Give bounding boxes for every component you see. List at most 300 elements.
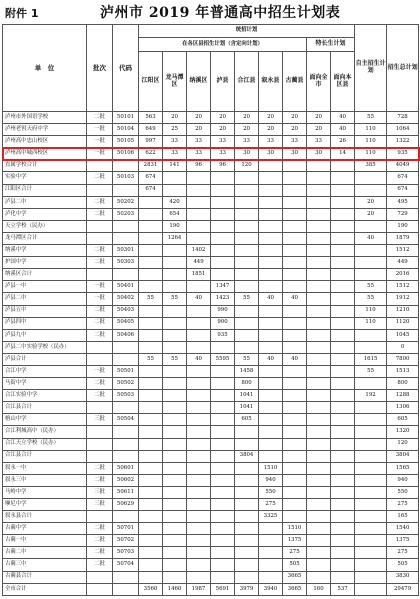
- table-cell: [87, 353, 113, 365]
- table-row: [3, 583, 419, 595]
- table-cell: [211, 414, 235, 426]
- table-cell: [331, 535, 355, 547]
- table-cell: [235, 486, 259, 498]
- table-cell: [163, 414, 187, 426]
- table-cell: [283, 414, 307, 426]
- table-cell: [283, 184, 307, 196]
- table-cell: 二批: [87, 172, 113, 184]
- table-cell: [163, 486, 187, 498]
- cell-unit: 泸县一中: [3, 281, 87, 293]
- table-cell: [307, 172, 331, 184]
- table-cell: [331, 317, 355, 329]
- table-cell: [355, 535, 387, 547]
- table-cell: [139, 450, 163, 462]
- col-unit: 单 位: [3, 25, 87, 112]
- table-cell: 50303: [113, 257, 139, 269]
- table-cell: 50602: [113, 474, 139, 486]
- table-cell: 990: [211, 305, 235, 317]
- table-cell: 55: [163, 353, 187, 365]
- table-cell: [307, 571, 331, 583]
- table-row: [3, 317, 419, 329]
- table-cell: [283, 341, 307, 353]
- table-cell: [355, 486, 387, 498]
- cell-unit: 合江天立学校（民办）: [3, 438, 87, 450]
- table-cell: 40: [355, 232, 387, 244]
- cell-unit: 护国中学: [3, 257, 87, 269]
- col-longmatan: 龙马潭区: [163, 52, 187, 112]
- table-cell: 55: [235, 293, 259, 305]
- table-cell: [307, 378, 331, 390]
- table-cell: [307, 341, 331, 353]
- table-cell: [187, 426, 211, 438]
- table-cell: [187, 402, 211, 414]
- table-cell: 33: [259, 136, 283, 148]
- table-row: [3, 414, 419, 426]
- table-cell: [355, 341, 387, 353]
- table-cell: 50702: [113, 535, 139, 547]
- table-cell: [259, 184, 283, 196]
- table-cell: 1041: [235, 390, 259, 402]
- table-cell: [187, 390, 211, 402]
- table-cell: 120: [235, 160, 259, 172]
- table-cell: [331, 547, 355, 559]
- table-cell: [139, 559, 163, 571]
- table-cell: [355, 547, 387, 559]
- table-cell: [211, 390, 235, 402]
- cell-unit: 马岭中学: [3, 486, 87, 498]
- appendix-label: 附件 1: [5, 7, 39, 20]
- table-cell: 449: [187, 257, 211, 269]
- table-row: [3, 486, 419, 498]
- table-cell: 2831: [139, 160, 163, 172]
- table-cell: 940: [259, 474, 283, 486]
- table-cell: 537: [331, 583, 355, 595]
- table-cell: [163, 245, 187, 257]
- table-cell: 一批: [87, 124, 113, 136]
- table-cell: [331, 365, 355, 377]
- table-cell: [139, 281, 163, 293]
- table-cell: [331, 450, 355, 462]
- table-cell: 729: [387, 208, 419, 220]
- table-cell: [283, 378, 307, 390]
- table-cell: 33: [235, 136, 259, 148]
- table-cell: 110: [355, 148, 387, 160]
- table-cell: [355, 402, 387, 414]
- table-cell: 1512: [387, 245, 419, 257]
- table-cell: [139, 305, 163, 317]
- cell-unit: 龙马潭区合计: [3, 232, 87, 244]
- table-cell: 190: [163, 220, 187, 232]
- table-cell: [283, 402, 307, 414]
- col-code: 代码: [113, 25, 139, 112]
- table-cell: 二批: [87, 523, 113, 535]
- table-cell: 3804: [387, 450, 419, 462]
- table-cell: [259, 365, 283, 377]
- table-cell: [283, 196, 307, 208]
- table-cell: 1851: [187, 269, 211, 281]
- table-cell: 935: [387, 148, 419, 160]
- table-cell: [211, 245, 235, 257]
- table-cell: [355, 329, 387, 341]
- table-cell: 935: [211, 329, 235, 341]
- table-cell: 563: [139, 112, 163, 124]
- cell-unit: 合江县合计: [3, 450, 87, 462]
- table-cell: 1460: [163, 583, 187, 595]
- cell-unit: 古蔺县合计: [3, 571, 87, 583]
- table-cell: [259, 450, 283, 462]
- cell-unit: 合江实验中学: [3, 390, 87, 402]
- table-cell: 1512: [387, 281, 419, 293]
- table-cell: [163, 172, 187, 184]
- table-cell: 50101: [113, 112, 139, 124]
- table-cell: 二批: [87, 462, 113, 474]
- table-cell: 1045: [387, 329, 419, 341]
- table-cell: [259, 378, 283, 390]
- table-cell: 29479: [387, 583, 419, 595]
- col-jiangyang: 江阳区: [139, 52, 163, 112]
- table-cell: [259, 269, 283, 281]
- table-cell: [139, 571, 163, 583]
- table-row: [3, 184, 419, 196]
- table-cell: [163, 547, 187, 559]
- table-cell: [139, 438, 163, 450]
- table-cell: [307, 559, 331, 571]
- table-cell: [187, 450, 211, 462]
- table-cell: [139, 462, 163, 474]
- table-cell: [139, 547, 163, 559]
- table-cell: [259, 305, 283, 317]
- table-row: [3, 293, 419, 305]
- table-cell: [163, 438, 187, 450]
- table-cell: 30: [235, 148, 259, 160]
- table-cell: 一批: [87, 148, 113, 160]
- table-cell: 275: [387, 499, 419, 511]
- table-cell: 495: [387, 196, 419, 208]
- table-cell: [331, 196, 355, 208]
- table-cell: [187, 196, 211, 208]
- table-cell: [139, 341, 163, 353]
- table-cell: 55: [163, 293, 187, 305]
- table-cell: 二批: [87, 378, 113, 390]
- table-cell: 622: [139, 148, 163, 160]
- table-cell: [307, 160, 331, 172]
- table-cell: [211, 269, 235, 281]
- table-cell: [187, 486, 211, 498]
- table-cell: [259, 160, 283, 172]
- table-cell: [307, 523, 331, 535]
- table-row: [3, 281, 419, 293]
- table-row: [3, 474, 419, 486]
- table-cell: [187, 281, 211, 293]
- table-cell: [163, 450, 187, 462]
- table-cell: [87, 511, 113, 523]
- table-cell: [235, 208, 259, 220]
- table-cell: [307, 184, 331, 196]
- table-cell: 55: [355, 365, 387, 377]
- table-cell: [211, 232, 235, 244]
- table-cell: [355, 269, 387, 281]
- table-row: [3, 148, 419, 160]
- table-cell: 141: [163, 160, 187, 172]
- table-cell: [331, 160, 355, 172]
- table-cell: 二批: [87, 390, 113, 402]
- table-cell: 30: [283, 148, 307, 160]
- table-cell: [259, 317, 283, 329]
- table-cell: [355, 499, 387, 511]
- table-cell: [211, 402, 235, 414]
- cell-unit: 泸州高中城西校区: [3, 148, 87, 160]
- table-row: [3, 438, 419, 450]
- table-cell: [139, 474, 163, 486]
- table-cell: 1347: [211, 281, 235, 293]
- table-cell: 20: [187, 112, 211, 124]
- table-cell: [331, 329, 355, 341]
- table-cell: 1306: [387, 402, 419, 414]
- table-cell: [307, 547, 331, 559]
- table-cell: [307, 196, 331, 208]
- table-cell: 120: [387, 438, 419, 450]
- table-row: [3, 305, 419, 317]
- cell-unit: 古蔺三中: [3, 559, 87, 571]
- table-cell: 二批: [87, 305, 113, 317]
- table-cell: [87, 160, 113, 172]
- table-cell: 二批: [87, 535, 113, 547]
- table-cell: [259, 232, 283, 244]
- table-cell: [187, 559, 211, 571]
- table-cell: [307, 208, 331, 220]
- table-cell: 420: [163, 196, 187, 208]
- cell-unit: 纳溪中学: [3, 245, 87, 257]
- table-cell: [331, 220, 355, 232]
- table-row: [3, 535, 419, 547]
- table-cell: [163, 390, 187, 402]
- table-cell: [113, 511, 139, 523]
- table-cell: [113, 450, 139, 462]
- table-cell: [331, 402, 355, 414]
- table-cell: [163, 499, 187, 511]
- plan-table: [2, 24, 419, 596]
- table-cell: [331, 281, 355, 293]
- cell-unit: 泸化中学: [3, 208, 87, 220]
- table-cell: 50701: [113, 523, 139, 535]
- table-cell: [259, 535, 283, 547]
- table-row: [3, 450, 419, 462]
- table-cell: 33: [163, 136, 187, 148]
- table-cell: 96: [187, 160, 211, 172]
- table-cell: 110: [355, 136, 387, 148]
- table-row: [3, 499, 419, 511]
- table-cell: 190: [387, 220, 419, 232]
- table-cell: [163, 269, 187, 281]
- table-cell: [113, 160, 139, 172]
- table-cell: [139, 329, 163, 341]
- table-cell: [235, 511, 259, 523]
- table-cell: 26: [331, 136, 355, 148]
- table-cell: [163, 462, 187, 474]
- table-cell: 33: [211, 136, 235, 148]
- table-cell: [259, 547, 283, 559]
- table-cell: [235, 245, 259, 257]
- table-cell: [235, 341, 259, 353]
- table-cell: 20: [283, 124, 307, 136]
- table-cell: 40: [283, 353, 307, 365]
- table-cell: 二批: [87, 257, 113, 269]
- cell-unit: 摩尼中学: [3, 499, 87, 511]
- table-row: [3, 426, 419, 438]
- table-cell: 33: [283, 136, 307, 148]
- table-row: [3, 559, 419, 571]
- table-cell: [211, 571, 235, 583]
- table-cell: [163, 317, 187, 329]
- table-cell: 50203: [113, 208, 139, 220]
- table-cell: [331, 293, 355, 305]
- table-cell: 40: [187, 353, 211, 365]
- table-cell: 7800: [387, 353, 419, 365]
- table-cell: [283, 426, 307, 438]
- table-cell: 1322: [387, 136, 419, 148]
- table-cell: [331, 511, 355, 523]
- table-cell: 50704: [113, 559, 139, 571]
- table-cell: [139, 523, 163, 535]
- table-cell: [211, 208, 235, 220]
- table-cell: [211, 341, 235, 353]
- table-row: [3, 257, 419, 269]
- table-cell: [187, 523, 211, 535]
- table-cell: [331, 499, 355, 511]
- table-cell: 20: [355, 208, 387, 220]
- table-cell: 3325: [259, 511, 283, 523]
- table-cell: 0: [387, 341, 419, 353]
- table-cell: [331, 462, 355, 474]
- table-cell: [211, 511, 235, 523]
- table-cell: [331, 257, 355, 269]
- cell-unit: 古蔺二中: [3, 547, 87, 559]
- table-cell: [331, 390, 355, 402]
- table-cell: [211, 523, 235, 535]
- table-cell: [187, 184, 211, 196]
- table-cell: 1987: [187, 583, 211, 595]
- table-cell: [187, 511, 211, 523]
- table-cell: 20: [235, 112, 259, 124]
- col-unified: 统招计划: [139, 25, 355, 38]
- cell-unit: 泸县二中: [3, 293, 87, 305]
- table-row: [3, 378, 419, 390]
- table-cell: [283, 245, 307, 257]
- table-cell: 605: [387, 414, 419, 426]
- table-cell: [113, 353, 139, 365]
- table-cell: 40: [331, 124, 355, 136]
- table-cell: [355, 559, 387, 571]
- table-cell: [235, 571, 259, 583]
- table-cell: [235, 523, 259, 535]
- table-cell: [139, 208, 163, 220]
- table-cell: [87, 402, 113, 414]
- table-cell: [331, 269, 355, 281]
- col-luxian: 泸县: [211, 52, 235, 112]
- table-cell: [211, 378, 235, 390]
- col-hejiang: 合江县: [235, 52, 259, 112]
- cell-unit: 泸县四中: [3, 317, 87, 329]
- table-cell: [355, 523, 387, 535]
- table-cell: [283, 450, 307, 462]
- table-cell: [283, 462, 307, 474]
- table-cell: [235, 220, 259, 232]
- table-cell: [139, 378, 163, 390]
- table-cell: 550: [259, 486, 283, 498]
- table-cell: [139, 535, 163, 547]
- table-cell: [331, 341, 355, 353]
- table-cell: 20: [355, 196, 387, 208]
- table-row: [3, 523, 419, 535]
- table-row: [3, 136, 419, 148]
- table-row: [3, 462, 419, 474]
- table-cell: 674: [387, 184, 419, 196]
- table-cell: [139, 365, 163, 377]
- table-cell: [235, 196, 259, 208]
- table-cell: 275: [387, 547, 419, 559]
- table-cell: [87, 341, 113, 353]
- table-cell: [163, 365, 187, 377]
- table-cell: [211, 172, 235, 184]
- table-cell: [187, 462, 211, 474]
- table-row: [3, 547, 419, 559]
- table-cell: 3940: [259, 583, 283, 595]
- table-cell: [259, 220, 283, 232]
- table-cell: 1565: [387, 462, 419, 474]
- table-cell: [283, 305, 307, 317]
- table-cell: [355, 583, 387, 595]
- table-cell: [211, 438, 235, 450]
- table-cell: [163, 281, 187, 293]
- table-cell: [307, 245, 331, 257]
- table-cell: 1375: [387, 535, 419, 547]
- table-cell: 55: [139, 293, 163, 305]
- table-cell: [163, 426, 187, 438]
- table-cell: 三批: [87, 414, 113, 426]
- table-cell: [187, 329, 211, 341]
- table-cell: [307, 462, 331, 474]
- table-cell: [283, 172, 307, 184]
- table-cell: [307, 293, 331, 305]
- cell-unit: 泸县合计: [3, 353, 87, 365]
- table-cell: 1264: [163, 232, 187, 244]
- table-cell: [235, 269, 259, 281]
- table-cell: [139, 414, 163, 426]
- table-row: [3, 353, 419, 365]
- table-cell: 一批: [87, 365, 113, 377]
- table-cell: [139, 511, 163, 523]
- table-cell: [113, 232, 139, 244]
- table-cell: [235, 438, 259, 450]
- table-cell: [187, 378, 211, 390]
- table-cell: [355, 474, 387, 486]
- table-cell: 50103: [113, 172, 139, 184]
- table-cell: [187, 414, 211, 426]
- table-cell: [139, 269, 163, 281]
- table-cell: [355, 571, 387, 583]
- table-cell: [139, 499, 163, 511]
- table-cell: 50202: [113, 196, 139, 208]
- table-cell: [211, 184, 235, 196]
- table-cell: [307, 305, 331, 317]
- table-cell: [163, 402, 187, 414]
- table-row: [3, 329, 419, 341]
- table-cell: [331, 523, 355, 535]
- table-cell: [139, 257, 163, 269]
- table-cell: [355, 172, 387, 184]
- table-cell: 3979: [235, 583, 259, 595]
- table-cell: [139, 232, 163, 244]
